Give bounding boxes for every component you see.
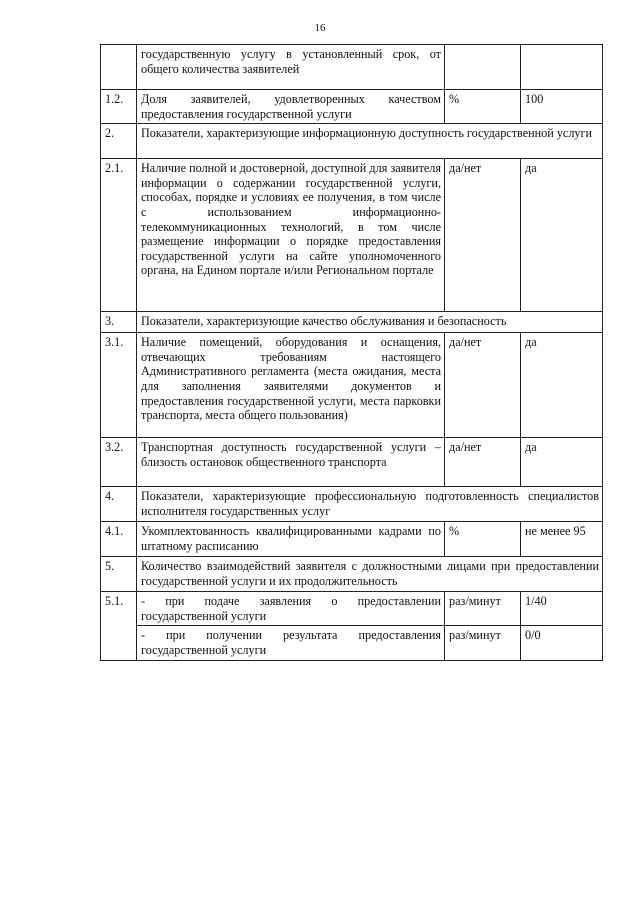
section-number: 4. <box>101 487 137 522</box>
row-number: 2.1. <box>101 159 137 312</box>
row-value: 0/0 <box>521 626 603 660</box>
row-text: - при получении результата предоставления государственной услуги <box>137 626 445 660</box>
row-number: 1.2. <box>101 90 137 124</box>
row-text: Доля заявителей, удовлетворенных качеством предоставления государственной услуги <box>137 90 445 124</box>
table-row <box>101 522 603 557</box>
table-row <box>101 333 603 438</box>
row-number: 3.1. <box>101 333 137 438</box>
row-unit <box>445 45 521 90</box>
section-heading: Показатели, характеризующие профессиональную подготовленность специалистов исполнителя государственных услуг <box>137 487 603 522</box>
row-unit: раз/минут <box>445 626 521 660</box>
row-number: 3.2. <box>101 438 137 487</box>
row-text: Транспортная доступность государственной услуги – близость остановок общественного транспорта <box>137 438 445 487</box>
section-number: 5. <box>101 557 137 592</box>
table-row <box>101 626 603 660</box>
row-number: 4.1. <box>101 522 137 557</box>
row-unit: % <box>445 90 521 124</box>
row-value: не менее 95 <box>521 522 603 557</box>
row-value: 100 <box>521 90 603 124</box>
section-row <box>101 124 603 159</box>
section-row <box>101 487 603 522</box>
row-text: государственную услугу в установленный срок, от общего количества заявителей <box>137 45 445 90</box>
row-number: 5.1. <box>101 592 137 660</box>
table-row <box>101 438 603 487</box>
section-row <box>101 312 603 333</box>
table-row <box>101 159 603 312</box>
table-row <box>101 592 603 626</box>
section-number: 2. <box>101 124 137 159</box>
row-text: Наличие помещений, оборудования и оснащения, отвечающих требованиям настоящего Административного регламента (места ожидания, места для заполнения заявителями документов и предоставления государственной услуги, места парковки транспорта, места общего пользования) <box>137 333 445 438</box>
row-text: - при подаче заявления о предоставлении государственной услуги <box>137 592 445 626</box>
indicators-table <box>100 44 603 661</box>
row-text: Наличие полной и достоверной, доступной для заявителя информации о содержании государственной услуги, способах, порядке и условиях ее получения, в том числе с использованием информационно-телекоммуникационных технологий, в том числе размещение информации о порядке предоставления государственной услуги на сайте уполномоченного органа, на Едином портале и/или Региональном портале <box>137 159 445 312</box>
row-value: 1/40 <box>521 592 603 626</box>
table-row <box>101 90 603 124</box>
row-value: да <box>521 333 603 438</box>
row-number <box>101 45 137 90</box>
row-unit: да/нет <box>445 438 521 487</box>
row-value <box>521 45 603 90</box>
row-value: да <box>521 159 603 312</box>
row-unit: да/нет <box>445 159 521 312</box>
row-unit: раз/минут <box>445 592 521 626</box>
section-number: 3. <box>101 312 137 333</box>
table-row <box>101 45 603 90</box>
section-row <box>101 557 603 592</box>
row-value: да <box>521 438 603 487</box>
row-text: Укомплектованность квалифицированными кадрами по штатному расписанию <box>137 522 445 557</box>
page-number: 16 <box>314 22 326 34</box>
section-heading: Показатели, характеризующие информационную доступность государственной услуги <box>137 124 603 159</box>
row-unit: да/нет <box>445 333 521 438</box>
row-unit: % <box>445 522 521 557</box>
section-heading: Количество взаимодействий заявителя с должностными лицами при предоставлении государственной услуги и их продолжительность <box>137 557 603 592</box>
section-heading: Показатели, характеризующие качество обслуживания и безопасность <box>137 312 603 333</box>
